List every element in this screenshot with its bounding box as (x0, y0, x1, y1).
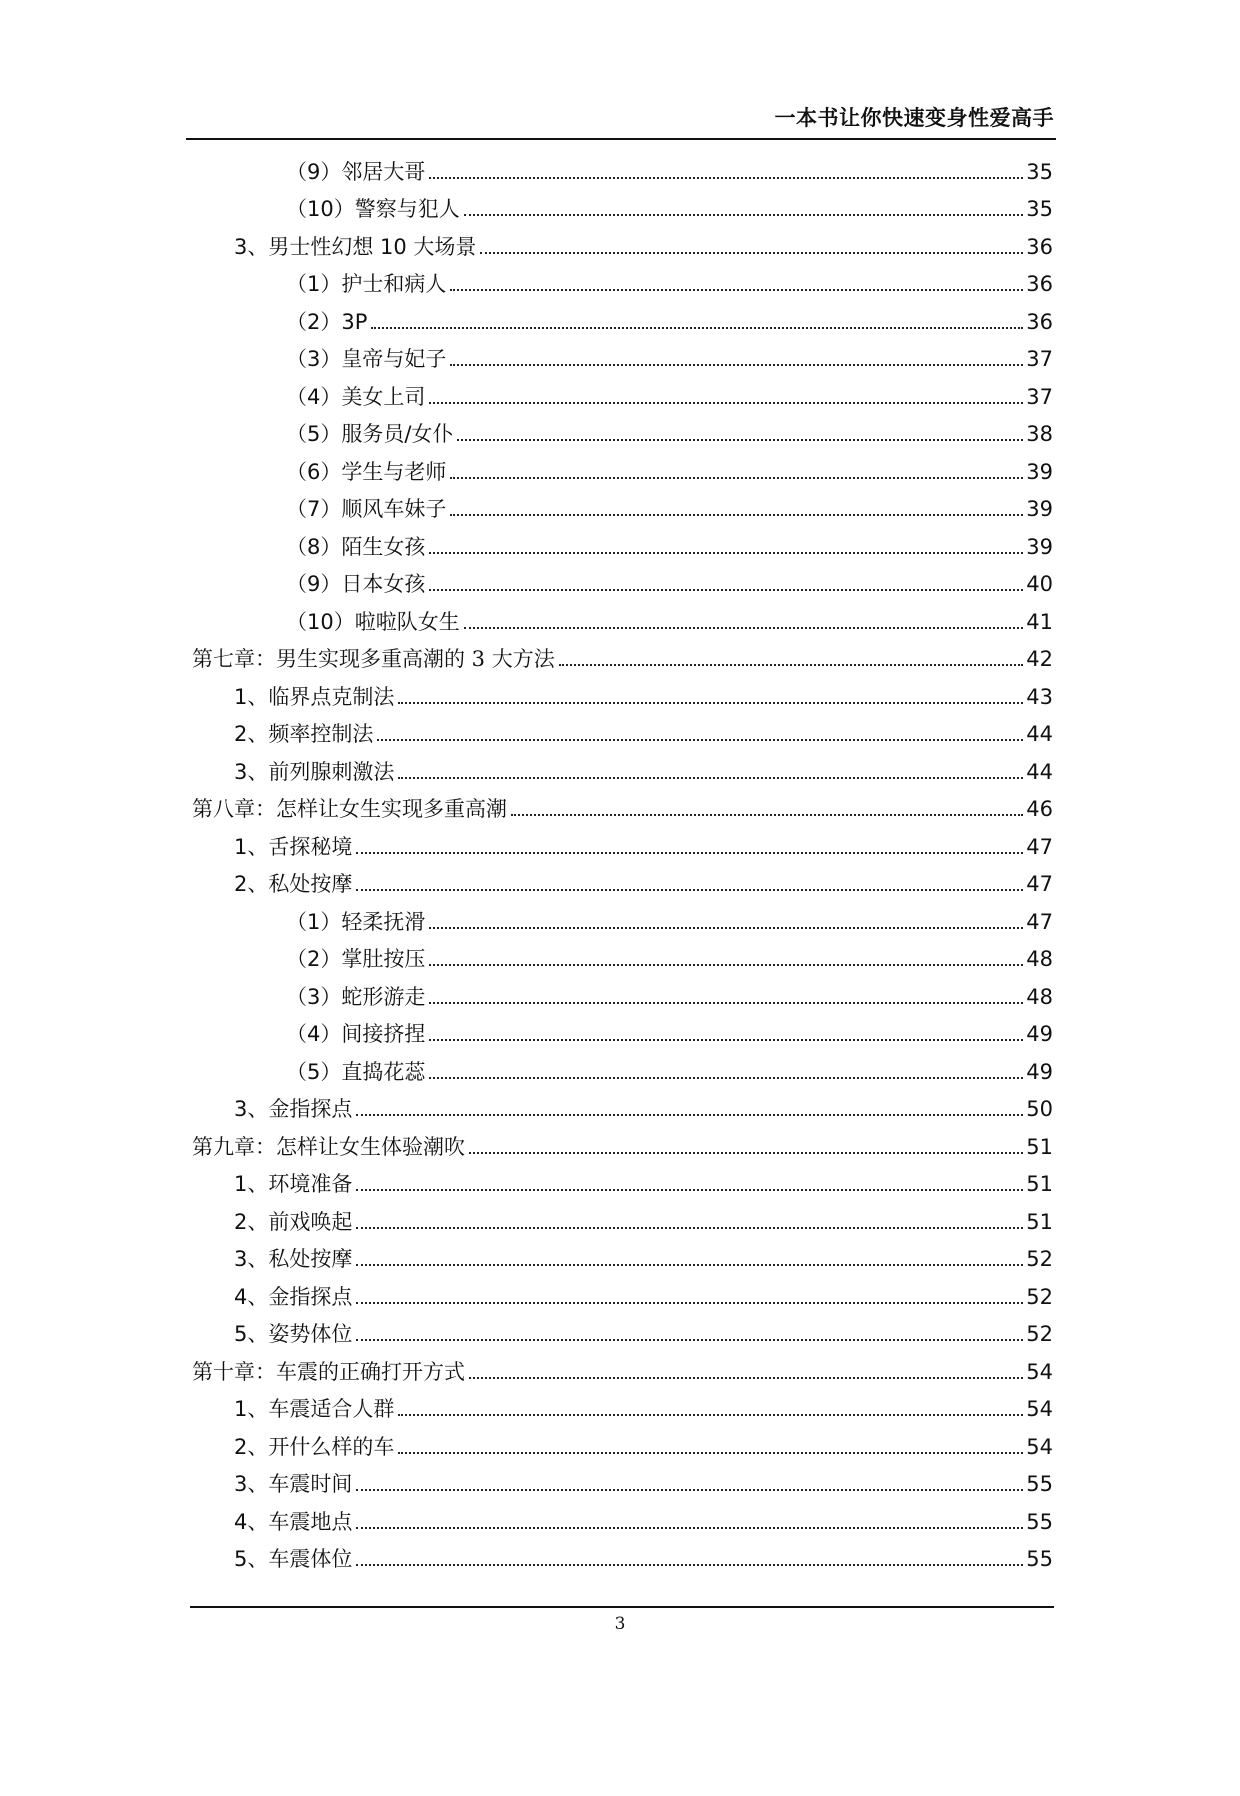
toc-entry-page-number: 51 (1026, 1172, 1053, 1196)
toc-entry-page-number: 35 (1026, 159, 1053, 184)
toc-entry-title: 5、姿势体位 (234, 1322, 353, 1346)
toc-entry-title: 1、环境准备 (234, 1172, 353, 1196)
toc-entry-page-number: 54 (1026, 1397, 1053, 1421)
page-number: 3 (614, 1614, 626, 1634)
toc-entry-page-number: 48 (1026, 984, 1053, 1009)
toc-entry-title: （2）掌肚按压 (286, 947, 426, 971)
dot-leader (356, 1114, 1023, 1116)
dot-leader (464, 627, 1024, 629)
toc-entry-title: （9）邻居大哥 (286, 159, 426, 184)
toc-entry-title: （4）美女上司 (286, 384, 426, 409)
toc-entry-title: 3、前列腺刺激法 (234, 759, 395, 784)
toc-entry-title: 5、车震体位 (234, 1547, 353, 1571)
toc-entry-title: （7）顺风车妹子 (286, 497, 447, 521)
toc-entry-title: 2、频率控制法 (234, 722, 374, 746)
toc-entry-item[interactable] (0, 148, 1240, 186)
dot-leader (450, 514, 1023, 516)
toc-entry-item[interactable] (0, 936, 1240, 974)
toc-entry-section[interactable] (0, 1536, 1240, 1574)
dot-leader (450, 289, 1023, 291)
toc-entry-section[interactable] (0, 1273, 1240, 1311)
toc-entry-item[interactable] (0, 1048, 1240, 1086)
dot-leader (398, 1414, 1023, 1416)
toc-entry-item[interactable] (0, 1011, 1240, 1049)
toc-entry-item[interactable] (0, 598, 1240, 636)
dot-leader (398, 702, 1023, 704)
toc-entry-page-number: 37 (1026, 384, 1053, 409)
dot-leader (356, 1527, 1023, 1529)
toc-entry-page-number: 43 (1026, 684, 1053, 709)
dot-leader (457, 439, 1023, 441)
toc-entry-page-number: 44 (1026, 722, 1053, 746)
toc-entry-item[interactable] (0, 898, 1240, 936)
toc-entry-chapter[interactable] (0, 1348, 1240, 1386)
toc-entry-page-number: 42 (1026, 647, 1053, 671)
toc-entry-title: （5）服务员/女仆 (286, 422, 454, 446)
toc-entry-page-number: 52 (1026, 1322, 1053, 1346)
toc-entry-title: （10）啦啦队女生 (286, 609, 460, 634)
toc-entry-title: （9）日本女孩 (286, 572, 426, 596)
toc-entry-page-number: 50 (1026, 1097, 1053, 1121)
dot-leader (429, 402, 1023, 404)
toc-entry-page-number: 46 (1026, 797, 1053, 821)
toc-entry-title: 3、车震时间 (234, 1472, 353, 1496)
dot-leader (480, 252, 1023, 254)
toc-entry-title: 2、私处按摩 (234, 872, 353, 896)
dot-leader (398, 777, 1023, 779)
toc-entry-page-number: 47 (1026, 834, 1053, 859)
dot-leader (356, 1189, 1023, 1191)
toc-entry-section[interactable] (0, 711, 1240, 749)
toc-entry-title: 1、车震适合人群 (234, 1397, 395, 1421)
toc-entry-page-number: 55 (1026, 1472, 1053, 1496)
dot-leader (511, 814, 1023, 816)
toc-entry-section[interactable] (0, 1198, 1240, 1236)
dot-leader (371, 327, 1023, 329)
toc-entry-chapter[interactable] (0, 636, 1240, 674)
toc-entry-title: （5）直捣花蕊 (286, 1059, 426, 1084)
dot-leader (429, 1002, 1023, 1004)
toc-entry-page-number: 55 (1026, 1547, 1053, 1571)
table-of-contents (0, 148, 1240, 1573)
dot-leader (469, 1152, 1023, 1154)
toc-entry-item[interactable] (0, 298, 1240, 336)
toc-entry-section[interactable] (0, 1423, 1240, 1461)
dot-leader (356, 1264, 1023, 1266)
footer-divider (190, 1606, 1054, 1608)
dot-leader (469, 1377, 1023, 1379)
toc-entry-item[interactable] (0, 186, 1240, 224)
dot-leader (464, 214, 1024, 216)
toc-entry-page-number: 36 (1026, 272, 1053, 296)
toc-entry-page-number: 47 (1026, 909, 1053, 934)
toc-entry-page-number: 54 (1026, 1434, 1053, 1459)
dot-leader (356, 1227, 1023, 1229)
toc-entry-title: 4、车震地点 (234, 1509, 353, 1534)
dot-leader (377, 739, 1023, 741)
header-divider (186, 138, 1056, 140)
toc-entry-title: 第十章：车震的正确打开方式 (192, 1359, 465, 1384)
toc-entry-title: （4）间接挤捏 (286, 1022, 426, 1046)
toc-entry-title: 3、金指探点 (234, 1097, 353, 1121)
toc-entry-title: 第九章：怎样让女生体验潮吹 (192, 1134, 465, 1159)
toc-entry-item[interactable] (0, 448, 1240, 486)
toc-entry-title: 1、舌探秘境 (234, 834, 353, 859)
toc-entry-page-number: 35 (1026, 197, 1053, 221)
toc-entry-title: 4、金指探点 (234, 1284, 353, 1309)
toc-entry-page-number: 39 (1026, 459, 1053, 484)
toc-entry-title: （1）轻柔抚滑 (286, 909, 426, 934)
dot-leader (356, 1489, 1023, 1491)
dot-leader (429, 552, 1023, 554)
toc-entry-item[interactable] (0, 261, 1240, 299)
toc-entry-page-number: 49 (1026, 1059, 1053, 1084)
toc-entry-page-number: 39 (1026, 534, 1053, 559)
toc-entry-page-number: 55 (1026, 1509, 1053, 1534)
toc-entry-page-number: 51 (1026, 1209, 1053, 1234)
toc-entry-title: 3、私处按摩 (234, 1247, 353, 1271)
toc-entry-page-number: 36 (1026, 309, 1053, 334)
toc-entry-section[interactable] (0, 861, 1240, 899)
toc-entry-section[interactable] (0, 223, 1240, 261)
toc-entry-page-number: 38 (1026, 422, 1053, 446)
toc-entry-page-number: 39 (1026, 497, 1053, 521)
toc-entry-section[interactable] (0, 1461, 1240, 1499)
toc-entry-title: （8）陌生女孩 (286, 534, 426, 559)
toc-entry-section[interactable] (0, 748, 1240, 786)
toc-entry-title: （2）3P (286, 309, 368, 334)
dot-leader (429, 964, 1023, 966)
dot-leader (356, 852, 1023, 854)
toc-entry-section[interactable] (0, 1498, 1240, 1536)
dot-leader (429, 589, 1023, 591)
toc-entry-page-number: 49 (1026, 1022, 1053, 1046)
toc-entry-item[interactable] (0, 336, 1240, 374)
toc-entry-page-number: 37 (1026, 347, 1053, 371)
toc-entry-title: （6）学生与老师 (286, 459, 447, 484)
toc-entry-page-number: 44 (1026, 759, 1053, 784)
toc-entry-item[interactable] (0, 373, 1240, 411)
toc-entry-section[interactable] (0, 823, 1240, 861)
toc-entry-item[interactable] (0, 411, 1240, 449)
toc-entry-title: （3）皇帝与妃子 (286, 347, 447, 371)
toc-entry-chapter[interactable] (0, 786, 1240, 824)
toc-entry-item[interactable] (0, 523, 1240, 561)
toc-entry-section[interactable] (0, 1386, 1240, 1424)
toc-entry-section[interactable] (0, 1086, 1240, 1124)
toc-entry-title: 2、开什么样的车 (234, 1434, 395, 1459)
dot-leader (429, 1039, 1023, 1041)
dot-leader (450, 477, 1023, 479)
dot-leader (559, 664, 1024, 666)
dot-leader (356, 1564, 1023, 1566)
dot-leader (429, 1077, 1023, 1079)
toc-entry-section[interactable] (0, 673, 1240, 711)
toc-entry-item[interactable] (0, 973, 1240, 1011)
dot-leader (429, 927, 1023, 929)
toc-entry-page-number: 36 (1026, 234, 1053, 259)
dot-leader (398, 1452, 1023, 1454)
toc-entry-page-number: 47 (1026, 872, 1053, 896)
toc-entry-page-number: 41 (1026, 609, 1053, 634)
toc-entry-page-number: 54 (1026, 1359, 1053, 1384)
toc-entry-page-number: 52 (1026, 1247, 1053, 1271)
toc-entry-title: 第七章：男生实现多重高潮的 3 大方法 (192, 647, 555, 671)
toc-entry-section[interactable] (0, 1311, 1240, 1349)
toc-entry-section[interactable] (0, 1161, 1240, 1199)
dot-leader (429, 177, 1023, 179)
toc-entry-title: 第八章：怎样让女生实现多重高潮 (192, 797, 507, 821)
toc-entry-item[interactable] (0, 561, 1240, 599)
toc-entry-page-number: 51 (1026, 1134, 1053, 1159)
toc-entry-title: （1）护士和病人 (286, 272, 447, 296)
running-header-title: 一本书让你快速变身性爱高手 (774, 106, 1054, 130)
dot-leader (450, 364, 1023, 366)
toc-entry-title: 1、临界点克制法 (234, 684, 395, 709)
toc-entry-title: （3）蛇形游走 (286, 984, 426, 1009)
toc-entry-item[interactable] (0, 486, 1240, 524)
dot-leader (356, 1339, 1023, 1341)
toc-entry-title: （10）警察与犯人 (286, 197, 460, 221)
toc-entry-page-number: 52 (1026, 1284, 1053, 1309)
toc-entry-page-number: 40 (1026, 572, 1053, 596)
toc-entry-title: 2、前戏唤起 (234, 1209, 353, 1234)
toc-entry-section[interactable] (0, 1236, 1240, 1274)
toc-entry-title: 3、男士性幻想 10 大场景 (234, 234, 477, 259)
dot-leader (356, 1302, 1023, 1304)
dot-leader (356, 889, 1023, 891)
toc-entry-page-number: 48 (1026, 947, 1053, 971)
toc-entry-chapter[interactable] (0, 1123, 1240, 1161)
